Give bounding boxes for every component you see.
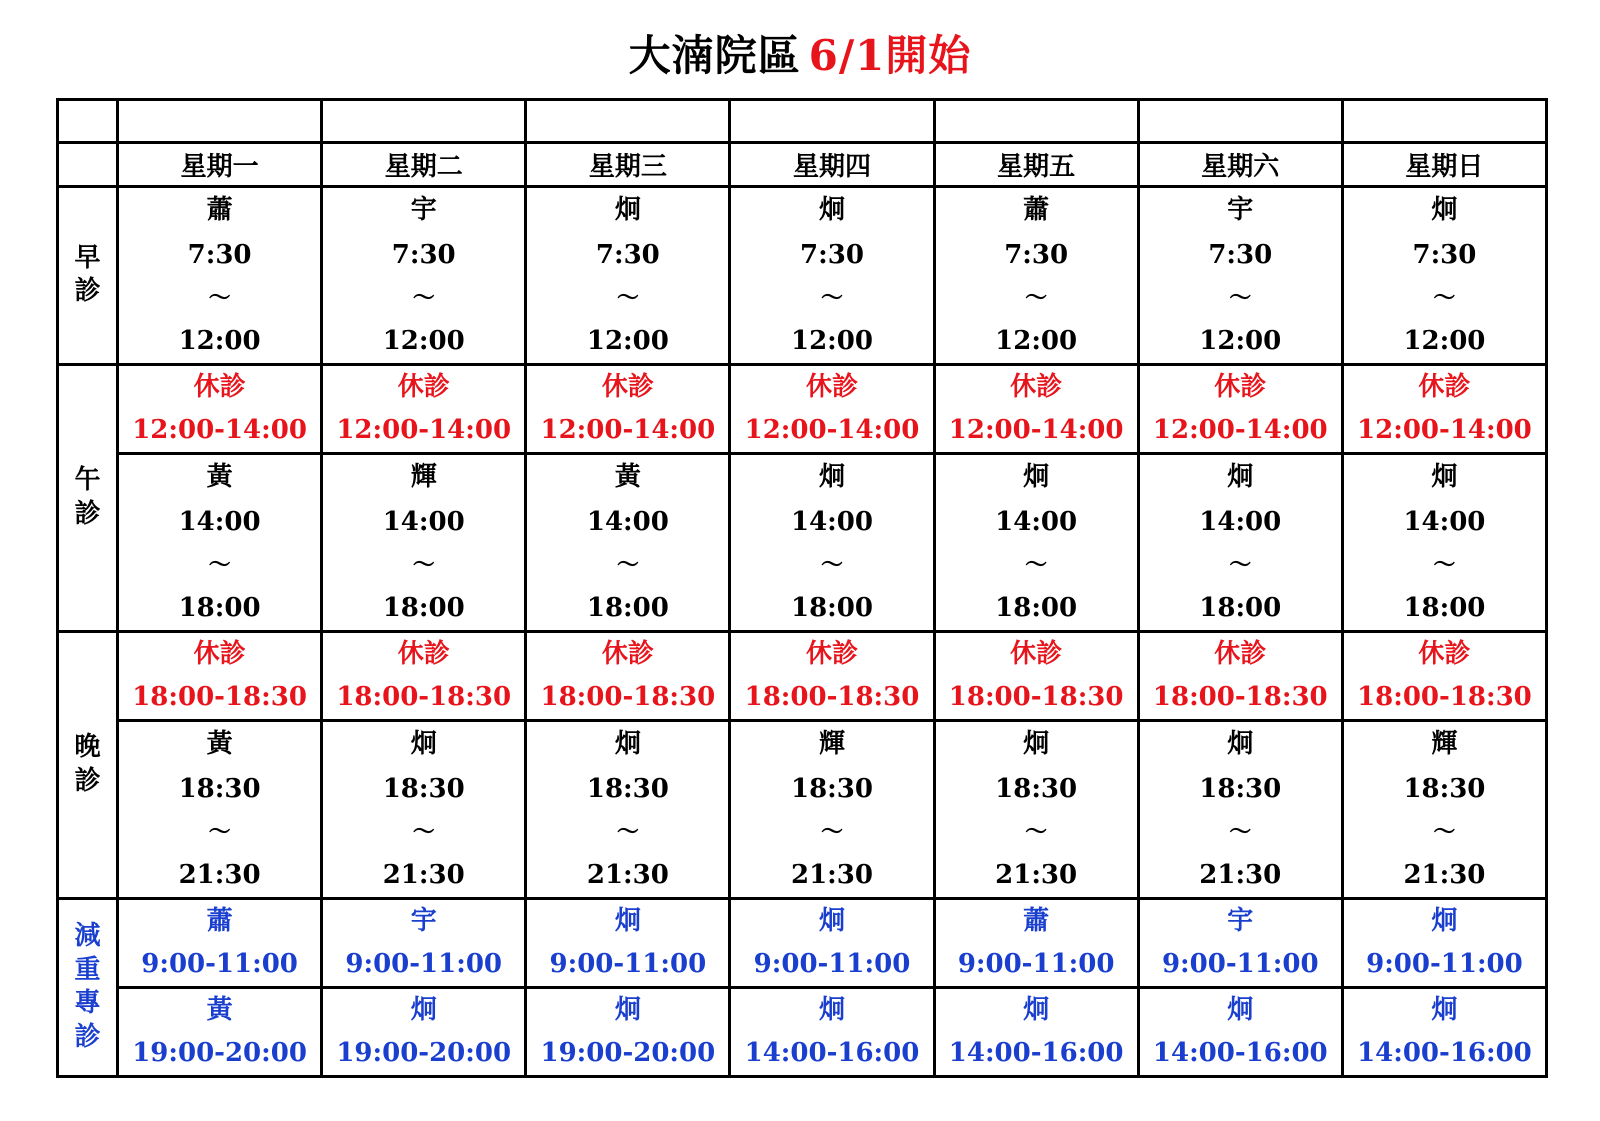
break-time: 12:00-14:00 [1152,415,1328,446]
doctor-name: 炯 [614,729,641,760]
break-slot [322,364,526,453]
tilde: ～ [616,818,639,845]
weight-loss-slot [1138,898,1342,987]
doctor-name: 炯 [614,995,641,1026]
doctor-name: 炯 [818,995,845,1026]
break-slot [1138,364,1342,453]
doctor-name: 炯 [1023,995,1050,1026]
slot-time: 14:00-16:00 [744,1038,920,1069]
morning-slot [730,186,934,364]
doctor-name: 炯 [1023,462,1050,493]
doctor-name: 炯 [614,906,641,937]
afternoon-slot [118,453,322,631]
tilde: ～ [412,818,435,845]
break-time: 12:00-14:00 [948,415,1124,446]
tilde: ～ [820,284,843,311]
end-time: 21:30 [382,859,465,890]
start-time: 7:30 [1004,240,1069,271]
evening-slot [118,720,322,898]
tilde: ～ [1025,284,1048,311]
break-time: 18:00-18:30 [1152,682,1328,713]
noon-break-row [58,364,1547,453]
weight-loss-slot [322,898,526,987]
start-time: 18:30 [1403,774,1486,805]
end-time: 18:00 [382,592,465,623]
morning-slot [1138,186,1342,364]
end-time: 18:00 [178,592,261,623]
break-time: 12:00-14:00 [1357,415,1532,446]
break-slot [526,631,730,720]
break-slot [730,364,934,453]
tilde: ～ [1229,284,1252,311]
doctor-name: 輝 [818,729,845,760]
doctor-name: 炯 [1431,906,1458,937]
tilde: ～ [820,818,843,845]
end-time: 21:30 [995,859,1078,890]
end-time: 12:00 [995,325,1078,356]
weight-loss-slot [118,987,322,1076]
doctor-name: 黃 [206,729,233,760]
tilde: ～ [1025,551,1048,578]
rest-label: 休診 [805,639,858,670]
start-time: 7:30 [1208,240,1273,271]
doctor-name: 炯 [1227,995,1254,1026]
slot-time: 9:00-11:00 [753,949,911,980]
break-time: 12:00-14:00 [744,415,920,446]
evening-slot [730,720,934,898]
evening-slot [934,720,1138,898]
doctor-name: 炯 [818,462,845,493]
evening-break-row [58,631,1547,720]
start-time: 14:00 [791,507,873,538]
schedule-table [56,98,1548,1078]
slot-time: 14:00-16:00 [1357,1038,1532,1069]
doctor-name: 炯 [1431,462,1458,493]
afternoon-slot [934,453,1138,631]
tilde: ～ [1433,284,1456,311]
break-slot [1138,631,1342,720]
rest-label: 休診 [397,639,450,670]
evening-slot [322,720,526,898]
evening-slot [1342,720,1546,898]
blank-cell [1138,100,1342,143]
rest-label: 休診 [601,639,654,670]
page-title [0,28,1600,84]
end-time: 12:00 [1199,325,1282,356]
morning-slot [118,186,322,364]
break-slot [1342,364,1546,453]
start-time: 18:30 [1199,774,1282,805]
doctor-name: 炯 [818,195,845,226]
rest-label: 休診 [805,372,858,403]
tilde: ～ [208,284,231,311]
title-main: 大湳院區 [628,31,801,80]
blank-cell [526,100,730,143]
doctor-name: 宇 [410,195,437,226]
doctor-name: 炯 [410,729,437,760]
break-time: 18:00-18:30 [132,682,307,713]
doctor-name: 炯 [1023,729,1050,760]
start-time: 14:00 [1403,507,1486,538]
start-time: 18:30 [382,774,465,805]
session-char: 診 [74,765,101,796]
doctor-name: 宇 [410,906,437,937]
rest-label: 休診 [1010,639,1063,670]
weight-loss-slot [118,898,322,987]
header-blank-row [58,100,1547,143]
weight-loss-slot [730,987,934,1076]
morning-slot [934,186,1138,364]
slot-time: 19:00-20:00 [132,1038,307,1069]
start-time: 18:30 [178,774,261,805]
tilde: ～ [412,284,435,311]
weight-loss-row-2 [58,987,1547,1076]
morning-slot [1342,186,1546,364]
slot-time: 9:00-11:00 [957,949,1115,980]
day-header: 星期五 [934,143,1138,186]
blank-cell [934,100,1138,143]
day-header: 星期三 [526,143,730,186]
day-header: 星期日 [1342,143,1546,186]
weight-loss-slot [1342,898,1546,987]
slot-time: 14:00-16:00 [948,1038,1124,1069]
afternoon-slot [526,453,730,631]
slot-time: 9:00-11:00 [1366,949,1523,980]
break-slot [934,364,1138,453]
day-header-row [58,143,1547,186]
doctor-name: 炯 [614,195,641,226]
break-slot [118,364,322,453]
doctor-name: 宇 [1227,195,1254,226]
start-time: 7:30 [800,240,864,271]
title-accent: 6/1開始 [808,31,972,80]
doctor-name: 炯 [1431,995,1458,1026]
rest-label: 休診 [601,372,654,403]
evening-row [58,720,1547,898]
doctor-name: 蕭 [1023,906,1050,937]
tilde: ～ [1229,551,1252,578]
break-slot [1342,631,1546,720]
end-time: 18:00 [995,592,1078,623]
doctor-name: 蕭 [206,195,233,226]
afternoon-slot [1138,453,1342,631]
doctor-name: 炯 [410,995,437,1026]
end-time: 18:00 [1199,592,1282,623]
end-time: 12:00 [586,325,669,356]
start-time: 14:00 [1199,507,1282,538]
start-time: 7:30 [391,240,456,271]
tilde: ～ [1229,818,1252,845]
start-time: 7:30 [187,240,252,271]
tilde: ～ [1433,818,1456,845]
session-char: 診 [74,498,101,529]
start-time: 7:30 [595,240,660,271]
afternoon-slot [1342,453,1546,631]
rest-label: 休診 [1010,372,1063,403]
session-char: 減 [74,920,101,951]
day-header: 星期二 [322,143,526,186]
slot-time: 9:00-11:00 [1161,949,1319,980]
weight-loss-slot [526,987,730,1076]
session-label-morning [58,186,118,364]
evening-slot [526,720,730,898]
break-slot [118,631,322,720]
break-slot [322,631,526,720]
morning-slot [526,186,730,364]
tilde: ～ [412,551,435,578]
slot-time: 14:00-16:00 [1152,1038,1328,1069]
weight-loss-slot [1342,987,1546,1076]
weight-loss-slot [730,898,934,987]
doctor-name: 炯 [818,906,845,937]
rest-label: 休診 [193,372,246,403]
session-char: 重 [74,954,101,985]
start-time: 14:00 [995,507,1078,538]
corner-blank-cell [58,100,118,143]
morning-row [58,186,1547,364]
session-char: 診 [74,1022,101,1053]
tilde: ～ [208,818,231,845]
afternoon-row [58,453,1547,631]
end-time: 12:00 [791,325,873,356]
slot-time: 9:00-11:00 [549,949,707,980]
blank-cell [322,100,526,143]
day-header: 星期六 [1138,143,1342,186]
end-time: 18:00 [791,592,873,623]
rest-label: 休診 [1214,372,1267,403]
break-time: 18:00-18:30 [948,682,1124,713]
session-char: 晚 [74,732,101,763]
start-time: 18:30 [995,774,1078,805]
blank-cell [1342,100,1546,143]
break-time: 12:00-14:00 [132,415,307,446]
weight-loss-slot [934,987,1138,1076]
rest-label: 休診 [1418,372,1471,403]
end-time: 12:00 [382,325,465,356]
doctor-name: 蕭 [206,906,233,937]
break-slot [934,631,1138,720]
doctor-name: 炯 [1431,195,1458,226]
doctor-name: 輝 [1431,729,1458,760]
doctor-name: 宇 [1227,906,1254,937]
break-time: 18:00-18:30 [1357,682,1532,713]
session-label-evening [58,631,118,898]
session-char: 專 [74,988,101,1019]
session-char: 早 [74,242,101,273]
rest-label: 休診 [397,372,450,403]
doctor-name: 輝 [410,462,437,493]
break-slot [526,364,730,453]
rest-label: 休診 [193,639,246,670]
end-time: 21:30 [791,859,873,890]
end-time: 12:00 [178,325,261,356]
doctor-name: 炯 [1227,729,1254,760]
session-label-afternoon [58,364,118,631]
start-time: 14:00 [382,507,465,538]
weight-loss-slot [934,898,1138,987]
end-time: 18:00 [586,592,669,623]
blank-cell [118,100,322,143]
end-time: 21:30 [586,859,669,890]
rest-label: 休診 [1418,639,1471,670]
session-label-weight-loss [58,898,118,1076]
weight-loss-row-1 [58,898,1547,987]
start-time: 14:00 [586,507,669,538]
start-time: 18:30 [791,774,873,805]
end-time: 21:30 [1199,859,1282,890]
doctor-name: 炯 [1227,462,1254,493]
doctor-name: 黃 [206,462,233,493]
end-time: 21:30 [1403,859,1486,890]
break-time: 12:00-14:00 [540,415,716,446]
start-time: 18:30 [586,774,669,805]
rest-label: 休診 [1214,639,1267,670]
slot-time: 19:00-20:00 [336,1038,512,1069]
start-time: 14:00 [178,507,261,538]
weight-loss-slot [1138,987,1342,1076]
slot-time: 9:00-11:00 [141,949,298,980]
tilde: ～ [1433,551,1456,578]
session-char: 午 [74,465,101,496]
day-header: 星期一 [118,143,322,186]
morning-slot [322,186,526,364]
tilde: ～ [208,551,231,578]
start-time: 7:30 [1412,240,1477,271]
break-time: 18:00-18:30 [540,682,716,713]
day-header: 星期四 [730,143,934,186]
slot-time: 9:00-11:00 [345,949,503,980]
afternoon-slot [730,453,934,631]
break-slot [730,631,934,720]
weight-loss-slot [526,898,730,987]
blank-cell [730,100,934,143]
doctor-name: 黃 [614,462,641,493]
break-time: 18:00-18:30 [744,682,920,713]
doctor-name: 黃 [206,995,233,1026]
corner-cell [58,143,118,186]
break-time: 12:00-14:00 [336,415,512,446]
tilde: ～ [820,551,843,578]
end-time: 12:00 [1403,325,1486,356]
afternoon-slot [322,453,526,631]
slot-time: 19:00-20:00 [540,1038,716,1069]
end-time: 18:00 [1403,592,1486,623]
weight-loss-slot [322,987,526,1076]
tilde: ～ [616,284,639,311]
end-time: 21:30 [178,859,261,890]
break-time: 18:00-18:30 [336,682,512,713]
tilde: ～ [1025,818,1048,845]
evening-slot [1138,720,1342,898]
tilde: ～ [616,551,639,578]
doctor-name: 蕭 [1023,195,1050,226]
session-char: 診 [74,276,101,307]
